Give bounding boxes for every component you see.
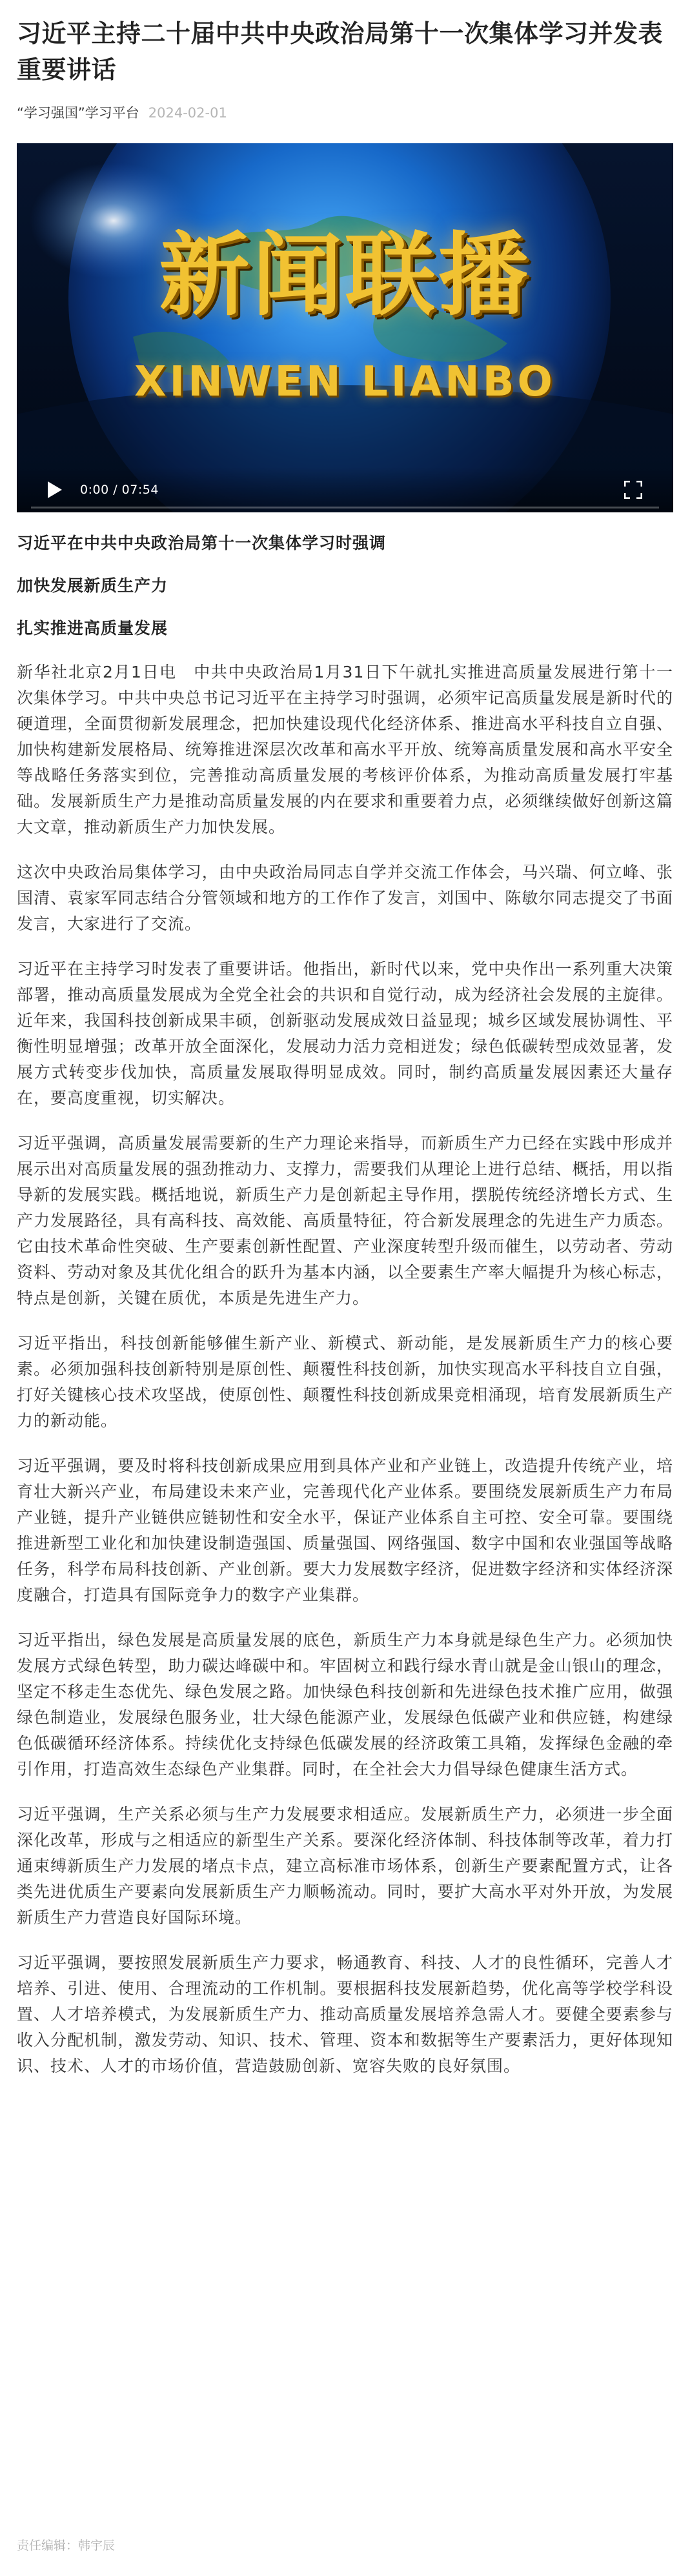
paragraph: 这次中央政治局集体学习，由中央政治局同志自学并交流工作体会，马兴瑞、何立峰、张国清、袁家军同志结合分管领域和地方的工作作了发言，刘国中、陈敏尔同志提交了书面发言，大家进行了交流。 bbox=[17, 863, 673, 933]
article-meta bbox=[17, 103, 673, 123]
paragraph: 习近平强调，要及时将科技创新成果应用到具体产业和产业链上，改造提升传统产业，培育壮大新兴产业，布局建设未来产业，完善现代化产业体系。要围绕发展新质生产力布局产业链，提升产业链供应链韧性和安全水平，保证产业体系自主可控、安全可靠。要围绕推进新型工业化和加快建设制造强国、质量强国、网络强国、数字中国和农业强国等战略任务，科学布局科技创新、产业创新。要大力发展数字经济，促进数字经济和实体经济深度融合，打造具有国际竞争力的数字产业集群。 bbox=[17, 1456, 673, 1604]
paragraph: 新华社北京2月1日电 中共中央政治局1月31日下午就扎实推进高质量发展进行第十一次集体学习。中共中央总书记习近平在主持学习时强调，必须牢记高质量发展是新时代的硬道理，全面贯彻新发展理念，把加快建设现代化经济体系、推进高水平科技自立自强、加快构建新发展格局、统筹推进深层次改革和高水平开放、统筹高质量发展和高水平安全等战略任务落实到位，完善推动高质量发展的考核评价体系，为推动高质量发展打牢基础。发展新质生产力是推动高质量发展的内在要求和重要着力点，必须继续做好创新这篇大文章，推动新质生产力加快发展。 bbox=[17, 663, 673, 836]
paragraph: 习近平强调，生产关系必须与生产力发展要求相适应。发展新质生产力，必须进一步全面深化改革，形成与之相适应的新型生产关系。要深化经济体制、科技体制等改革，着力打通束缚新质生产力发展的堵点卡点，建立高标准市场体系，创新生产要素配置方式，让各类先进优质生产要素向发展新质生产力顺畅流动。同时，要扩大高水平对外开放，为发展新质生产力营造良好国际环境。 bbox=[17, 1805, 673, 1927]
video-time: 0:00 / 07:54 bbox=[80, 483, 159, 497]
fullscreen-icon[interactable] bbox=[624, 481, 642, 499]
subheading: 加快发展新质生产力 bbox=[17, 576, 168, 595]
video-banner-subtitle: XINWEN LIANBO bbox=[134, 358, 556, 406]
article-source[interactable]: “学习强国”学习平台 bbox=[17, 105, 139, 121]
editor-credit: 责任编辑：韩宇辰 bbox=[17, 2539, 116, 2553]
subheading: 习近平在中共中央政治局第十一次集体学习时强调 bbox=[17, 534, 387, 552]
article-body bbox=[17, 532, 673, 2079]
video-progress-bar[interactable] bbox=[31, 507, 659, 508]
video-controls bbox=[17, 467, 673, 512]
paragraph: 习近平强调，高质量发展需要新的生产力理论来指导，而新质生产力已经在实践中形成并展示出对高质量发展的强劲推动力、支撑力，需要我们从理论上进行总结、概括，用以指导新的发展实践。概括地说，新质生产力是创新起主导作用，摆脱传统经济增长方式、生产力发展路径，具有高科技、高效能、高质量特征，符合新发展理念的先进生产力质态。它由技术革命性突破、生产要素创新性配置、产业深度转型升级而催生，以劳动者、劳动资料、劳动对象及其优化组合的跃升为基本内涵，以全要素生产率大幅提升为核心标志，特点是创新，关键在质优，本质是先进生产力。 bbox=[17, 1134, 673, 1307]
subheading: 扎实推进高质量发展 bbox=[17, 619, 168, 638]
video-player[interactable] bbox=[17, 143, 673, 512]
paragraph: 习近平指出，科技创新能够催生新产业、新模式、新动能，是发展新质生产力的核心要素。必须加强科技创新特别是原创性、颠覆性科技创新，加快实现高水平科技自立自强，打好关键核心技术攻坚战，使原创性、颠覆性科技创新成果竞相涌现，培育发展新质生产力的新动能。 bbox=[17, 1334, 673, 1430]
article-date: 2024-02-01 bbox=[148, 105, 227, 121]
article-title: 习近平主持二十届中共中央政治局第十一次集体学习并发表重要讲话 bbox=[17, 19, 664, 84]
paragraph: 习近平在主持学习时发表了重要讲话。他指出，新时代以来，党中央作出一系列重大决策部署，推动高质量发展成为全党全社会的共识和自觉行动，成为经济社会发展的主旋律。近年来，我国科技创新成果丰硕，创新驱动发展成效日益显现；城乡区域发展协调性、平衡性明显增强；改革开放全面深化，发展动力活力竞相迸发；绿色低碳转型成效显著，发展方式转变步伐加快，高质量发展取得明显成效。同时，制约高质量发展因素还大量存在，要高度重视，切实解决。 bbox=[17, 960, 673, 1107]
video-banner-title: 新闻联播 bbox=[159, 223, 531, 328]
play-icon[interactable] bbox=[48, 481, 62, 498]
paragraph: 习近平强调，要按照发展新质生产力要求，畅通教育、科技、人才的良性循环，完善人才培养、引进、使用、合理流动的工作机制。要根据科技发展新趋势，优化高等学校学科设置、人才培养模式，为发展新质生产力、推动高质量发展培养急需人才。要健全要素参与收入分配机制，激发劳动、知识、技术、管理、资本和数据等生产要素活力，更好体现知识、技术、人才的市场价值，营造鼓励创新、宽容失败的良好氛围。 bbox=[17, 1953, 673, 2075]
paragraph: 习近平指出，绿色发展是高质量发展的底色，新质生产力本身就是绿色生产力。必须加快发展方式绿色转型，助力碳达峰碳中和。牢固树立和践行绿水青山就是金山银山的理念，坚定不移走生态优先、绿色发展之路。加快绿色科技创新和先进绿色技术推广应用，做强绿色制造业，发展绿色服务业，壮大绿色能源产业，发展绿色低碳产业和供应链，构建绿色低碳循环经济体系。持续优化支持绿色低碳发展的经济政策工具箱，发挥绿色金融的牵引作用，打造高效生态绿色产业集群。同时，在全社会大力倡导绿色健康生活方式。 bbox=[17, 1631, 673, 1778]
